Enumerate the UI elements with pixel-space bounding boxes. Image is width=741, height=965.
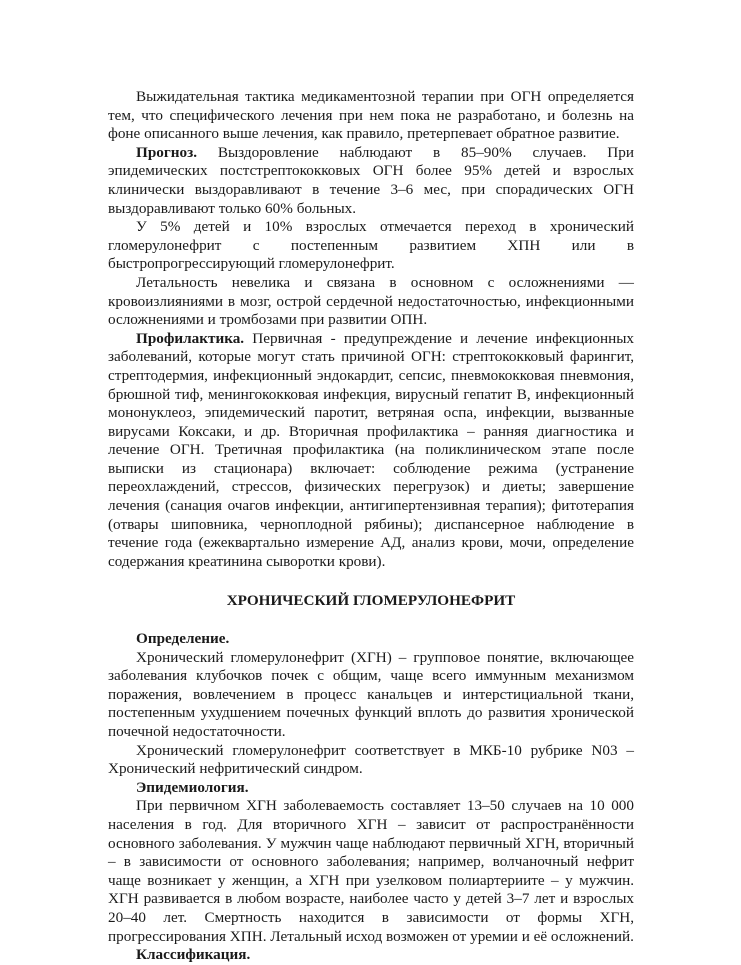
paragraph-text: У 5% детей и 10% взрослых отмечается переход в хронический гломерулонефрит с постепенным развитием ХПН или в быстропрогрессирующий гломерулонефрит.: [108, 218, 634, 273]
definition-paragraph: Хронический гломерулонефрит (ХГН) – групповое понятие, включающее заболевания клубочков почек с общим, чаще всего иммунным механизмом поражения, вовлечением в процесс канальцев и интерстициальной ткани, постепенным ухудшением почечных функций вплоть до развития хронической почечной недостаточности.: [108, 648, 634, 740]
paragraph-text: Выжидательная тактика медикаментозной терапии при ОГН определяется тем, что специфического лечения при нем пока не разработано, и болезнь на фоне описанного выше лечения, как правило, претерпевает обратное развитие.: [108, 88, 634, 143]
epidemiology-heading: Эпидемиология.: [136, 778, 249, 796]
paragraph-lead-prophylaxis: Профилактика.: [136, 329, 245, 347]
paragraph-text: Первичная - предупреждение и лечение инфекционных заболеваний, которые могут стать причиной ОГН: стрептококковый фарингит, стрептодермия, инфекционный эндокардит, сепсис, пневмококковая пневмония, брюшной тиф, менингококковая инфекция, вирусный гепатит В, инфекционный мононуклеоз, эпидемический паротит, ветряная оспа, инфекции, вызванные вирусами Коксаки, и др. Вторичная профилактика – ранняя диагностика и лечение ОГН. Третичная профилактика (на поликлиническом этапе после выписки из стационара) включает: соблюдение режима (устранение переохлаждений, стрессов, физических перегрузок) и диеты; завершение лечения (санация очагов инфекции, антигипертензивная терапия); фитотерапия (отвары шиповника, черноплодной рябины); диспансерное наблюдение в течение года (ежеквартально измерение АД, анализ крови, мочи, определение содержания креатинина сыворотки крови).: [108, 329, 634, 570]
paragraph-text: Летальность невелика и связана в основном с осложнениями — кровоизлияниями в мозг, острой сердечной недостаточностью, инфекционными осложнениями и тромбозами при развитии ОПН.: [108, 273, 634, 329]
paragraph-chronic-transition: [108, 218, 634, 274]
definition-heading: Определение.: [136, 630, 230, 648]
paragraph-tactics: [108, 88, 634, 144]
paragraph-prophylaxis: [108, 330, 634, 572]
paragraph-prognosis: [108, 144, 634, 218]
paragraph-lethality: [108, 274, 634, 330]
classification-heading: Классификация.: [136, 946, 251, 964]
document-page: [108, 88, 634, 965]
epidemiology-paragraph: При первичном ХГН заболеваемость составляет 13–50 случаев на 10 000 населения в год. Для вторичного ХГН – зависит от распространённости основного заболевания. У мужчин чаще наблюдают первичный ХГН, вторичный – в зависимости от основного заболевания; например, волчаночный нефрит чаще возникает у женщин, а ХГН при узелковом полиартериите – у мужчин. ХГН развивается в любом возрасте, наиболее часто у детей 3–7 лет и взрослых 20–40 лет. Смертность находится в зависимости от формы ХГН, прогрессирования ХПН. Летальный исход возможен от уремии и её осложнений.: [108, 797, 634, 945]
paragraph-text: Выздоровление наблюдают в 85–90% случаев. При эпидемических постстрептококковых ОГН более 95% детей и взрослых клинически выздоравливают в течение 3–6 мес, при спорадических ОГН выздоравливают только 60% больных.: [108, 143, 634, 217]
definition-icd-paragraph: Хронический гломерулонефрит соответствует в МКБ-10 рубрике N03 – Хронический нефритический синдром.: [108, 741, 634, 778]
paragraph-lead-prognosis: Прогноз.: [136, 143, 197, 161]
section-title: ХРОНИЧЕСКИЙ ГЛОМЕРУЛОНЕФРИТ: [226, 592, 516, 610]
